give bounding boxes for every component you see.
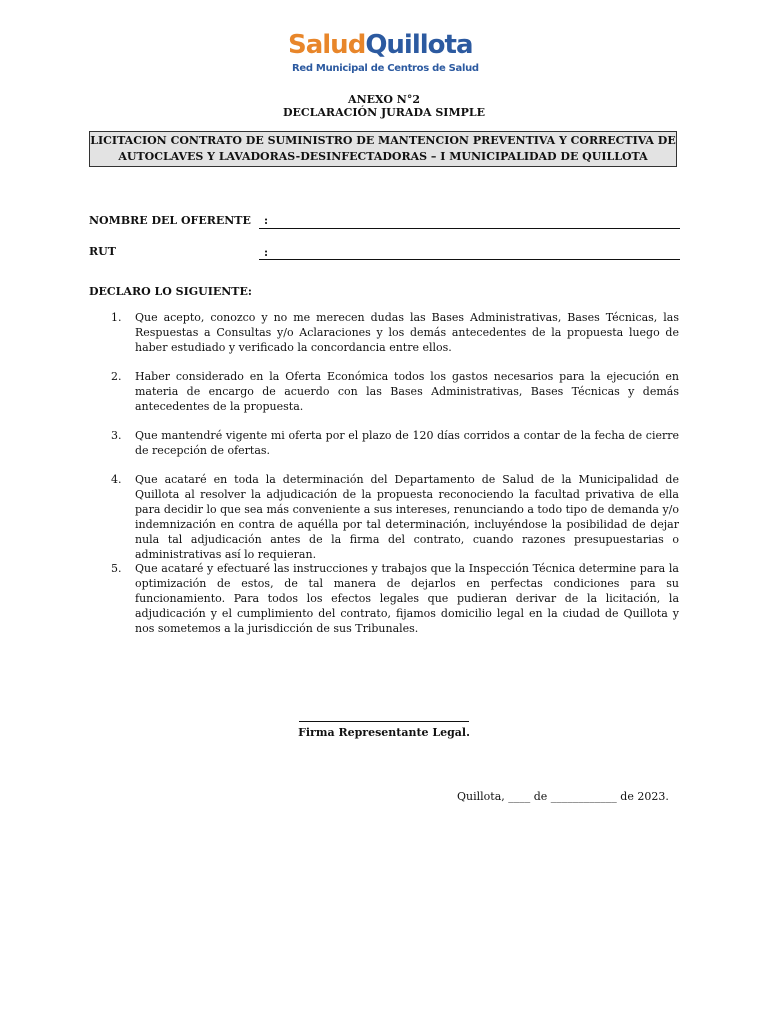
logo-brand-salud: Salud xyxy=(288,30,366,60)
tender-title-line1: LICITACION CONTRATO DE SUMINISTRO DE MANTENCION PREVENTIVA Y CORRECTIVA DE xyxy=(90,134,676,147)
declaro-heading: DECLARO LO SIGUIENTE: xyxy=(89,285,252,298)
logo-brand xyxy=(288,30,473,60)
list-item xyxy=(111,472,679,562)
annex-title: ANEXO N°2 xyxy=(348,93,420,106)
tender-title-line2: AUTOCLAVES Y LAVADORAS-DESINFECTADORAS – I MUNICIPALIDAD DE QUILLOTA xyxy=(118,150,648,163)
field-colon-oferente: : xyxy=(264,214,269,227)
list-item-number: 3. xyxy=(111,429,122,442)
list-item-number: 5. xyxy=(111,562,122,575)
list-item-text: Haber considerado en la Oferta Económica todos los gastos necesarios para la ejecución en materia de encargo de acuerdo con las Bases Administrativas, Bases Técnicas y demás antecedentes de la propuesta. xyxy=(135,370,679,413)
field-label-rut: RUT xyxy=(89,245,116,258)
document-subtitle: DECLARACIÓN JURADA SIMPLE xyxy=(282,106,486,119)
logo-brand-quillota: Quillota xyxy=(365,30,473,60)
signature-line[interactable] xyxy=(299,721,469,722)
list-item-number: 1. xyxy=(111,311,122,324)
list-item-number: 2. xyxy=(111,370,122,383)
tender-title-box xyxy=(89,131,677,167)
list-item xyxy=(111,428,679,458)
list-item xyxy=(111,369,679,414)
field-label-oferente: NOMBRE DEL OFERENTE xyxy=(89,214,251,227)
logo xyxy=(288,30,484,78)
date-line: Quillota, ____ de ____________ de 2023. xyxy=(457,790,669,803)
list-item xyxy=(111,561,679,636)
signature-label: Firma Representante Legal. xyxy=(298,726,470,739)
list-item-text: Que mantendré vigente mi oferta por el plazo de 120 días corridos a contar de la fecha de cierre de recepción de ofertas. xyxy=(135,429,679,457)
field-line-oferente[interactable] xyxy=(259,228,680,229)
field-line-rut[interactable] xyxy=(259,259,680,260)
list-item xyxy=(111,310,679,355)
list-item-number: 4. xyxy=(111,473,122,486)
list-item-text: Que acataré y efectuaré las instrucciones y trabajos que la Inspección Técnica determine para la optimización de estos, de tal manera de dejarlos en perfectas condiciones para su funcionamiento. Para todos los efectos legales que pudieran derivar de la licitación, la adjudicación y el cumplimiento del contrato, fijamos domicilio legal en la ciudad de Quillota y nos sometemos a la jurisdicción de sus Tribunales. xyxy=(135,562,679,635)
list-item-text: Que acepto, conozco y no me merecen dudas las Bases Administrativas, Bases Técnicas, las Respuestas a Consultas y/o Aclaraciones y los demás antecedentes de la propuesta luego de haber estudiado y verificado la concordancia entre ellos. xyxy=(135,311,679,354)
field-colon-rut: : xyxy=(264,246,269,259)
list-item-text: Que acataré en toda la determinación del Departamento de Salud de la Municipalidad de Quillota al resolver la adjudicación de la propuesta reconociendo la facultad privativa de ella para decidir lo que sea más conveniente a sus intereses, renunciando a todo tipo de demanda y/o indemnización en contra de aquélla por tal determinación, incluyéndose la posibilidad de dejar nula tal adjudicación antes de la firma del contrato, cuando razones presupuestarias o administrativas así lo requieran. xyxy=(135,473,679,561)
logo-tagline: Red Municipal de Centros de Salud xyxy=(292,63,479,74)
